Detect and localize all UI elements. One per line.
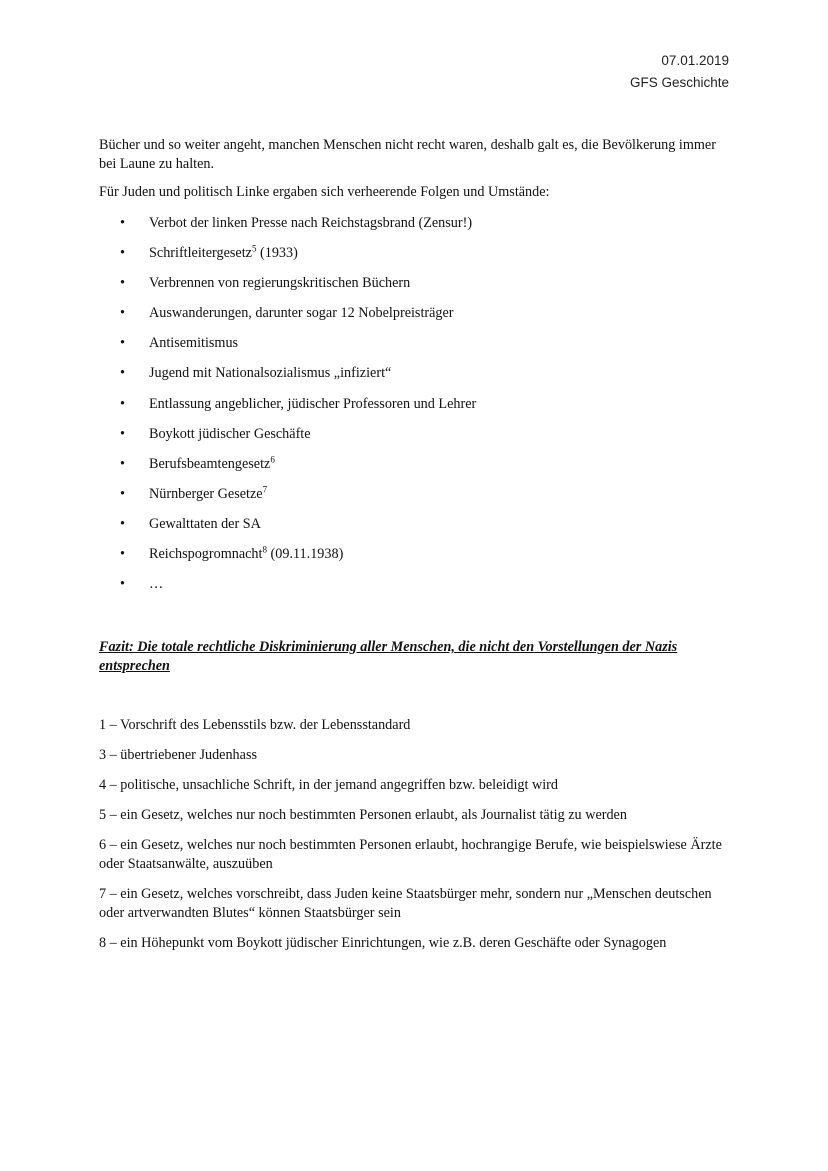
bullet-icon: • (120, 215, 125, 231)
page-header (630, 50, 729, 94)
list-item: • Antisemitismus (99, 331, 731, 361)
footnote-ref: 5 (251, 243, 257, 254)
bullet-icon: • (120, 395, 125, 412)
footnote-item: 1 – Vorschrift des Lebensstils bzw. der Lebensstandard (99, 717, 411, 733)
list-item: • Schriftleitergesetz$^5$ (1933) (99, 241, 731, 271)
list-item: • Verbot der linken Presse nach Reichstagsbrand (Zensur!) (99, 211, 731, 241)
list-item: • Berufsbeamtengesetz$^6$ (99, 452, 731, 482)
footnote-item: 7 – ein Gesetz, welches vorschreibt, dass Juden keine Staatsbürger mehr, sondern nur „Menschen deutschen oder artverwandten Blutes“ können Staatsbürger sein (99, 886, 712, 921)
consequences-list (99, 211, 731, 602)
list-item: • … (99, 572, 731, 602)
footnote-ref: 8 (262, 544, 267, 555)
bullet-icon: • (120, 485, 125, 502)
bullet-icon: • (120, 455, 125, 472)
list-item: • Nürnberger Gesetze$^7$ (99, 482, 731, 512)
conclusion-heading: Fazit: Die totale rechtliche Diskriminierung aller Menschen, die nicht den Vorstellungen der Nazis entsprechen (99, 639, 678, 674)
bullet-icon: • (120, 425, 125, 442)
bullet-icon: • (120, 305, 125, 322)
bullet-icon: • (120, 365, 125, 382)
list-item: • Verbrennen von regierungskritischen Büchern (99, 271, 731, 301)
footnote-ref: 6 (270, 454, 275, 465)
bullet-icon: • (120, 245, 125, 262)
list-item: • Boykott jüdischer Geschäfte (99, 422, 731, 452)
list-item: • Jugend mit Nationalsozialismus „infiziert“ (99, 361, 731, 391)
header-subject: GFS Geschichte (629, 75, 729, 90)
footnote-item: 3 – übertriebener Judenhass (99, 747, 257, 763)
footnote-item: 6 – ein Gesetz, welches nur noch bestimmten Personen erlaubt, hochrangige Berufe, wie beispielswiese Ärzte oder Staatsanwälte, auszuüben (99, 837, 722, 872)
paragraph-intro: Für Juden und politisch Linke ergaben sich verheerende Folgen und Umstände: (99, 184, 550, 200)
bullet-icon: • (120, 515, 125, 532)
bullet-icon: • (120, 576, 125, 593)
list-item: • Gewalttaten der SA (99, 512, 731, 542)
paragraph-continuation: Bücher und so weiter angeht, manchen Menschen nicht recht waren, deshalb galt es, die Bevölkerung immer bei Laune zu halten. (99, 137, 716, 172)
bullet-icon: • (120, 335, 125, 352)
bullet-icon: • (120, 275, 125, 292)
footnote-item: 5 – ein Gesetz, welches nur noch bestimmten Personen erlaubt, als Journalist tätig zu werden (99, 807, 627, 823)
list-item: • Reichspogromnacht$^8$ (09.11.1938) (99, 542, 731, 572)
footnote-item: 4 – politische, unsachliche Schrift, in der jemand angegriffen bzw. beleidigt wird (99, 777, 558, 793)
list-item: • Auswanderungen, darunter sogar 12 Nobelpreisträger (99, 301, 731, 331)
footnote-ref: 7 (262, 484, 268, 495)
header-date: 07.01.2019 (661, 53, 729, 68)
bullet-icon: • (120, 546, 125, 563)
list-item: • Entlassung angeblicher, jüdischer Professoren und Lehrer (99, 392, 731, 422)
footnote-item: 8 – ein Höhepunkt vom Boykott jüdischer Einrichtungen, wie z.B. deren Geschäfte oder Synagogen (99, 935, 667, 951)
